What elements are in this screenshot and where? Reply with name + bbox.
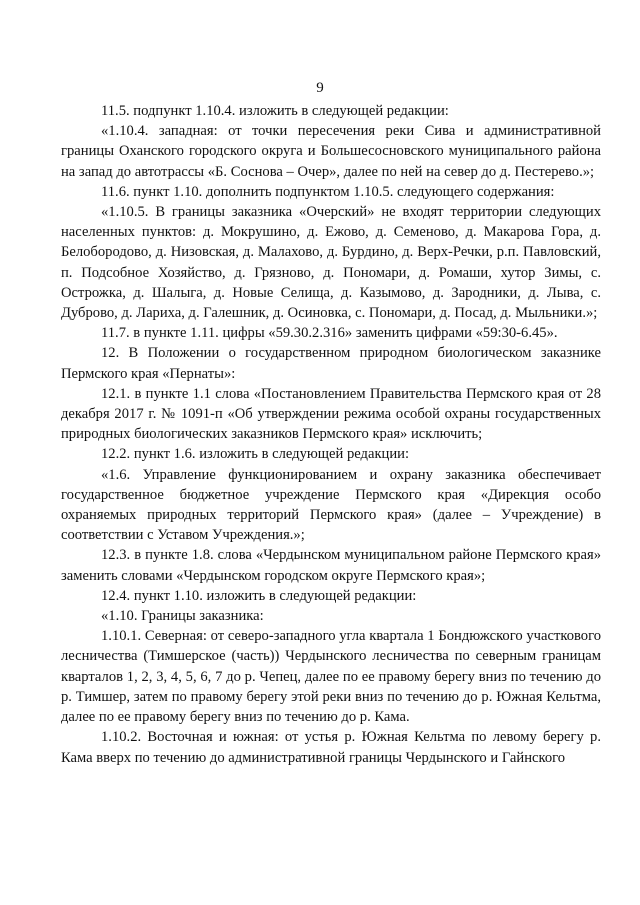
paragraph-12-3: 12.3. в пункте 1.8. слова «Чердынском муниципальном районе Пермского края» заменить словами «Чердынском городском округе Пермского края»; [61, 547, 601, 584]
paragraph-1-10-2: 1.10.2. Восточная и южная: от устья р. Южная Кельтма по левому берегу р. Кама вверх по течению до административной границы Чердынского и Гайнского [61, 729, 601, 766]
page-number: 9 [316, 80, 324, 96]
paragraph-11-6: 11.6. пункт 1.10. дополнить подпунктом 1.10.5. следующего содержания: [101, 183, 555, 200]
paragraph-12-1: 12.1. в пункте 1.1 слова «Постановлением Правительства Пермского края от 28 декабря 2017 г. № 1091-п «Об утверждении режима особой охраны государственных природных биологических заказников Пермского края» исключить; [61, 385, 601, 443]
paragraph-1-10-heading: «1.10. Границы заказника: [101, 608, 264, 625]
paragraph-12: 12. В Положении о государственном природном биологическом заказнике Пермского края «Пернаты»: [61, 345, 601, 382]
paragraph-1-6-quote: «1.6. Управление функционированием и охрану заказника обеспечивает государственное бюджетное учреждение Пермского края «Дирекция особо охраняемых природных территорий Пермского края» (далее – Учреждение) в соответствии с Уставом Учреждения.»; [61, 466, 601, 544]
paragraph-12-4: 12.4. пункт 1.10. изложить в следующей редакции: [101, 587, 417, 604]
paragraph-11-7: 11.7. в пункте 1.11. цифры «59.30.2.316» заменить цифрами «59:30-6.45». [101, 325, 558, 342]
paragraph-12-2: 12.2. пункт 1.6. изложить в следующей редакции: [101, 446, 410, 463]
paragraph-1-10-1: 1.10.1. Северная: от северо-западного угла квартала 1 Бондюжского участкового лесничества (Тимшерское (часть)) Чердынского лесничества по северным границам кварталов 1, 2, 3, 4, 5, 6, 7 до р. Чепец, далее по ее правому берегу вниз по течению до р. Тимшер, затем по правому берегу этой реки вниз по течению до р. Южная Кельтма, далее по ее правому берегу вниз по течению до р. Кама. [61, 628, 601, 726]
paragraph-1-10-5-quote: «1.10.5. В границы заказника «Очерский» не входят территории следующих населенных пунктов: д. Мокрушино, д. Ежово, д. Семеново, д. Макарова Гора, д. Белобородово, д. Низовская, д. Малахово, д. Бурдино, д. Верх-Речки, р.п. Павловский, п. Подсобное Хозяйство, д. Грязново, д. Пономари, д. Ромаши, хутор Зимы, с. Острожка, д. Шалыга, д. Новые Селища, д. Казымово, д. Зародники, д. Лыва, с. Дуброво, д. Лариха, д. Галешник, д. Осиновка, с. Пономари, д. Посад, д. Мыльники.»; [61, 204, 601, 322]
document-body [61, 101, 601, 768]
paragraph-11-5: 11.5. подпункт 1.10.4. изложить в следующей редакции: [101, 103, 449, 119]
paragraph-1-10-4-quote: «1.10.4. западная: от точки пересечения реки Сива и административной границы Оханского городского округа и Большесосновского муниципального района на запад до автотрассы «Б. Соснова – Очер», далее по ней на север до д. Пестерево.»; [61, 123, 601, 180]
